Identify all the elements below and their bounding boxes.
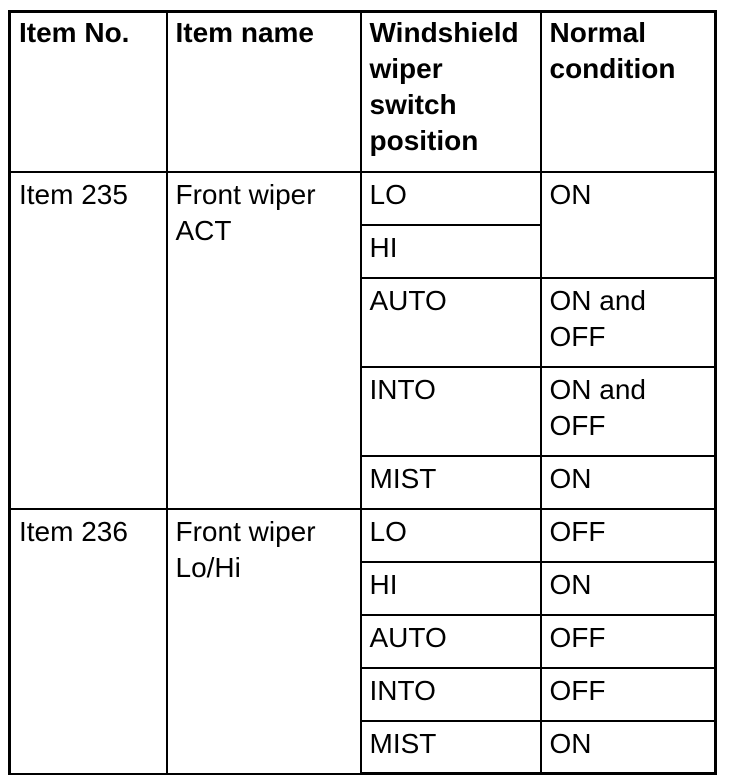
- normal-condition-cell: OFF: [541, 668, 716, 721]
- normal-condition-cell: ON and OFF: [541, 367, 716, 456]
- normal-condition-cell: OFF: [541, 509, 716, 562]
- switch-position-cell: INTO: [361, 668, 541, 721]
- normal-condition-cell: ON: [541, 721, 716, 774]
- switch-position-cell: AUTO: [361, 278, 541, 367]
- header-switch-position: Windshield wiper switch position: [361, 12, 541, 172]
- switch-position-cell: LO: [361, 172, 541, 225]
- switch-position-cell: HI: [361, 562, 541, 615]
- normal-condition-cell: ON: [541, 172, 716, 278]
- switch-position-cell: LO: [361, 509, 541, 562]
- table-row: [10, 172, 716, 225]
- switch-position-cell: MIST: [361, 721, 541, 774]
- item-name-cell: Front wiper Lo/Hi: [167, 509, 361, 774]
- switch-position-cell: INTO: [361, 367, 541, 456]
- switch-position-cell: AUTO: [361, 615, 541, 668]
- normal-condition-cell: ON and OFF: [541, 278, 716, 367]
- header-item-no: Item No.: [10, 12, 167, 172]
- item-no-cell: Item 235: [10, 172, 167, 509]
- header-row: [10, 12, 716, 172]
- wiper-spec-table: [8, 10, 717, 775]
- switch-position-cell: HI: [361, 225, 541, 278]
- item-no-cell: Item 236: [10, 509, 167, 774]
- header-normal-condition: Normal condition: [541, 12, 716, 172]
- normal-condition-cell: OFF: [541, 615, 716, 668]
- table-row: [10, 509, 716, 562]
- item-name-cell: Front wiper ACT: [167, 172, 361, 509]
- normal-condition-cell: ON: [541, 562, 716, 615]
- header-item-name: Item name: [167, 12, 361, 172]
- normal-condition-cell: ON: [541, 456, 716, 509]
- switch-position-cell: MIST: [361, 456, 541, 509]
